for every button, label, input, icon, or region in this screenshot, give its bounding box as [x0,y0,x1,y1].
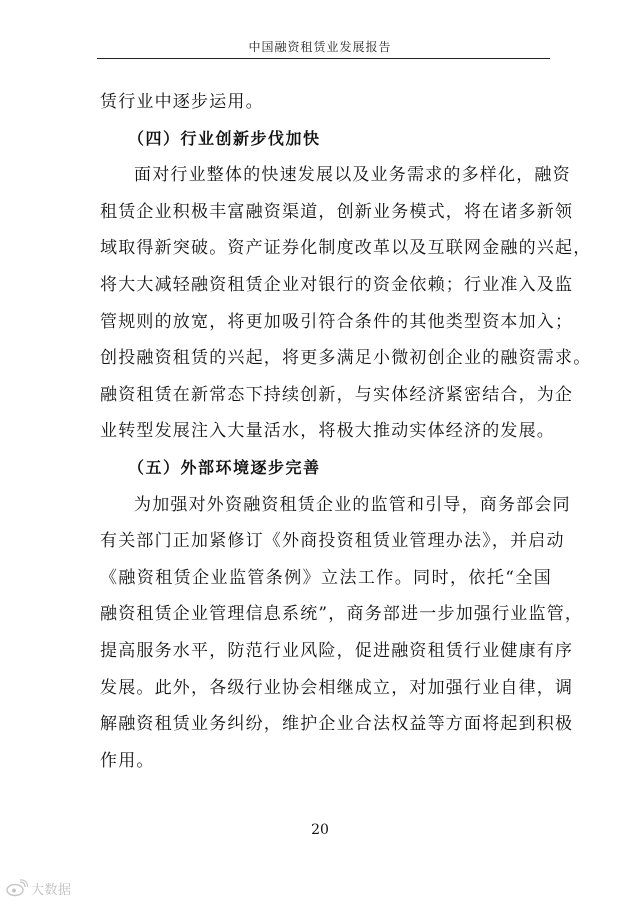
header-rule [97,58,550,59]
text-line: 域取得新突破。资产证券化制度改革以及互联网金融的兴起， [100,238,592,259]
watermark [6,876,72,900]
text-line: 融资租赁在新常态下持续创新，与实体经济紧密结合，为企 [100,384,574,405]
text-line: 面对行业整体的快速发展以及业务需求的多样化，融资 [134,165,571,186]
weibo-logo-icon [6,879,28,897]
text-line: 将大大减轻融资租赁企业对银行的资金依赖；行业准入及监 [100,274,574,295]
text-line: 管规则的放宽，将更加吸引符合条件的其他类型资本加入； [100,311,574,332]
text-line: 赁行业中逐步运用。 [100,92,264,112]
text-line: 业转型发展注入大量活水，将极大推动实体经济的发展。 [100,421,555,442]
text-line: 有关部门正加紧修订《外商投资租赁业管理办法》，并启动 [100,531,565,552]
text-line: 为加强对外资融资租赁企业的监管和引导，商务部会同 [134,494,571,515]
page-number: 20 [311,822,329,838]
text-line: 发展。此外，各级行业协会相继成立，对加强行业自律，调 [100,677,574,698]
text-line: 《融资租赁企业监管条例》立法工作。同时，依托“全国 [100,567,552,588]
text-line: 解融资租赁业务纠纷，维护企业合法权益等方面将起到积极 [100,714,574,735]
section-heading-4: （四）行业创新步伐加快 [128,128,321,148]
text-line: 融资租赁企业管理信息系统”，商务部进一步加强行业监管， [100,604,584,625]
text-line: 创投融资租赁的兴起，将更多满足小微初创企业的融资需求。 [100,348,592,369]
watermark-text: 大数据 [31,882,72,898]
document-body [100,84,592,779]
text-line: 租赁企业积极丰富融资渠道，创新业务模式，将在诸多新领 [100,201,574,222]
text-line: 作用。 [100,750,155,771]
section-heading-5: （五）外部环境逐步完善 [128,457,321,477]
running-header: 中国融资租赁业发展报告 [248,40,392,54]
text-line: 提高服务水平，防范行业风险，促进融资租赁行业健康有序 [100,640,574,661]
